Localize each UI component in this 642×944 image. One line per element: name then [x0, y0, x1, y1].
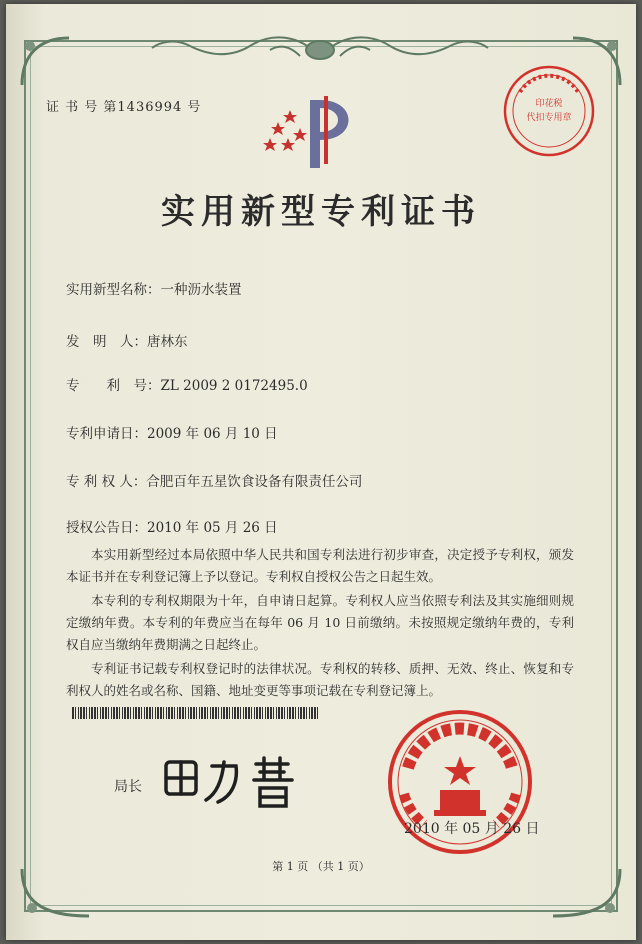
- field-application-date: [66, 422, 278, 442]
- field-patentee: [66, 470, 362, 490]
- barcode: [72, 707, 322, 719]
- field-inventor: [66, 330, 188, 350]
- svg-text:代扣专用章: 代扣专用章: [526, 113, 572, 123]
- sipo-logo: [262, 88, 362, 174]
- paragraph-3: 专利证书记载专利权登记时的法律状况。专利权的转移、质押、无效、终止、恢复和专利权人的姓名或名称、国籍、地址变更等事项记载在专利登记簿上。: [66, 661, 574, 698]
- director-signature: [160, 752, 310, 812]
- field-value: 2009 年 06 月 10 日: [147, 426, 278, 442]
- field-value: 合肥百年五星饮食设备有限责任公司: [146, 474, 363, 490]
- field-value: 2010 年 05 月 26 日: [147, 520, 278, 536]
- tax-stamp: [500, 62, 598, 160]
- field-label: 实用新型名称：: [66, 282, 161, 298]
- seal-date: 2010 年 05 月 26 日: [404, 821, 540, 837]
- field-value: ZL 2009 2 0172495.0: [160, 378, 308, 394]
- field-label: 专 利 号：: [66, 378, 161, 394]
- paragraph-1: 本实用新型经过本局依照中华人民共和国专利法进行初步审查，决定授予专利权，颁发本证书并在专利登记簿上予以登记。专利权自授权公告之日起生效。: [66, 547, 574, 584]
- field-value: 唐林东: [147, 334, 188, 350]
- page-number: 第 1 页 （共 1 页）: [272, 860, 370, 873]
- certificate-title: 实用新型专利证书: [161, 192, 481, 232]
- top-ornament: [150, 28, 490, 68]
- svg-text:印花税: 印花税: [535, 99, 563, 109]
- field-utility-name: [66, 278, 242, 298]
- field-label: 授权公告日：: [66, 520, 147, 536]
- director-label: 局长: [114, 779, 142, 795]
- field-label: 专 利 权 人：: [66, 474, 147, 490]
- field-patent-number: [66, 374, 308, 394]
- field-label: 专利申请日：: [66, 426, 147, 442]
- certificate-number: 证 书 号 第1436994 号: [46, 100, 202, 115]
- field-grant-date: [66, 516, 278, 536]
- paragraph-2: 本专利的专利权期限为十年，自申请日起算。专利权人应当依照专利法及其实施细则规定缴纳年费。本专利的年费应当在每年 06 月 10 日前缴纳。未按照规定缴纳年费的，专利权自应当缴纳年费期满之日起终止。: [66, 593, 574, 652]
- field-label: 发 明 人：: [66, 334, 147, 350]
- corner-ornament-tl: [14, 30, 74, 90]
- field-value: 一种沥水装置: [160, 282, 242, 298]
